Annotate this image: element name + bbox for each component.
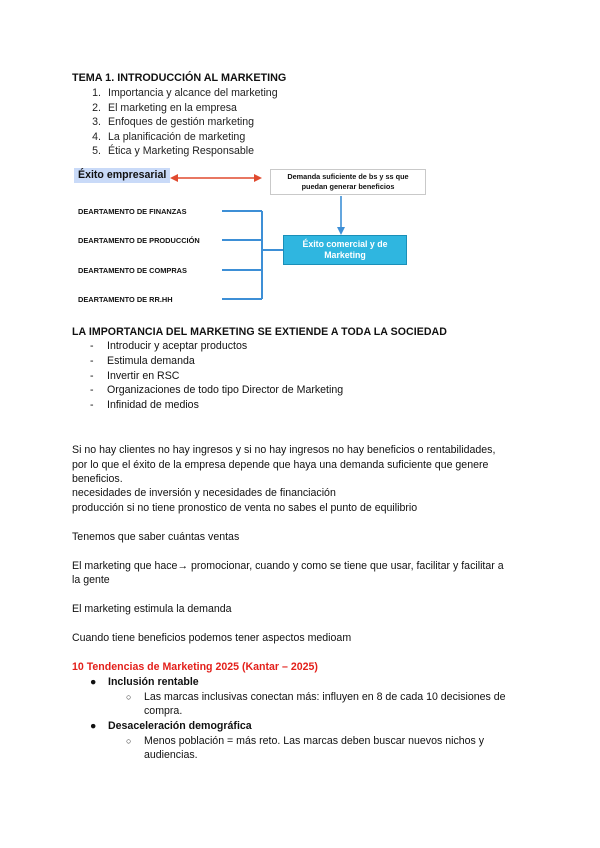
paragraph-line: Cuando tiene beneficios podemos tener aspectos medioam	[72, 632, 352, 644]
page-title: TEMA 1. INTRODUCCIÓN AL MARKETING	[72, 72, 287, 84]
paragraph-line: Si no hay clientes no hay ingresos y si no hay ingresos no hay beneficios o rentabilidades,	[72, 444, 496, 456]
paragraph-line: la gente	[72, 574, 110, 586]
demand-box	[270, 169, 426, 195]
department-bracket	[222, 211, 283, 299]
trends-title: 10 Tendencias de Marketing 2025 (Kantar – 2025)	[72, 661, 318, 673]
list-item: 2. El marketing en la empresa	[92, 101, 237, 114]
trend-detail: ○ Menos población = más reto. Las marcas deben buscar nuevos nichos y	[126, 735, 485, 747]
demand-line-1: Demanda suficiente de bs y ss que	[287, 172, 409, 181]
paragraph-line: producción si no tiene pronostico de venta no sabes el punto de equilibrio	[72, 502, 418, 514]
department-produccion: DEARTAMENTO DE PRODUCCIÓN	[78, 236, 200, 245]
trend-item: ● Inclusión rentable	[90, 676, 199, 688]
paragraph-line: por lo que el éxito de la empresa depende que haya una demanda suficiente que genere	[72, 459, 489, 471]
paragraph-line: necesidades de inversión y necesidades de financiación	[72, 487, 336, 499]
paragraph-line: beneficios.	[72, 473, 123, 485]
trend-detail: ○ Las marcas inclusivas conectan más: influyen en 8 de cada 10 decisiones de	[126, 691, 506, 703]
paragraph-line: El marketing estimula la demanda	[72, 603, 232, 615]
department-rrhh: DEARTAMENTO DE RR.HH	[78, 295, 173, 304]
list-item: 4. La planificación de marketing	[92, 130, 246, 143]
exito-comercial-line-1: Éxito comercial y de	[302, 239, 388, 249]
department-compras: DEARTAMENTO DE COMPRAS	[78, 266, 187, 275]
paragraph-line: Tenemos que saber cuántas ventas	[72, 531, 240, 543]
trend-item: ● Desaceleración demográfica	[90, 720, 252, 732]
trend-detail-cont: compra.	[144, 705, 183, 717]
list-item: 1. Importancia y alcance del marketing	[92, 87, 278, 99]
exito-comercial-box	[283, 235, 407, 265]
list-item: - Infinidad de medios	[90, 399, 199, 412]
list-item: - Introducir y aceptar productos	[90, 340, 248, 352]
exito-empresarial-label: Éxito empresarial	[74, 168, 170, 183]
list-item: - Invertir en RSC	[90, 369, 180, 382]
bullet-icon: ●	[90, 720, 97, 732]
trend-detail-cont: audiencias.	[144, 749, 198, 761]
section-title: LA IMPORTANCIA DEL MARKETING SE EXTIENDE A TODA LA SOCIEDAD	[72, 326, 447, 338]
list-item: 5. Ética y Marketing Responsable	[92, 145, 255, 158]
list-item: - Organizaciones de todo tipo Director de Marketing	[90, 384, 344, 397]
bullet-icon: ●	[90, 676, 97, 688]
paragraph-line: El marketing que hace→ promocionar, cuando y como se tiene que usar, facilitar y facilitar a	[72, 560, 504, 572]
exito-comercial-line-2: Marketing	[324, 250, 366, 260]
list-item: 3. Enfoques de gestión marketing	[92, 116, 255, 129]
circle-bullet-icon: ○	[126, 736, 132, 746]
circle-bullet-icon: ○	[126, 692, 132, 702]
demand-line-2: puedan generar beneficios	[301, 182, 395, 191]
society-list	[90, 339, 343, 413]
department-finanzas: DEARTAMENTO DE FINANZAS	[78, 207, 187, 216]
list-item: - Estimula demanda	[90, 354, 195, 367]
